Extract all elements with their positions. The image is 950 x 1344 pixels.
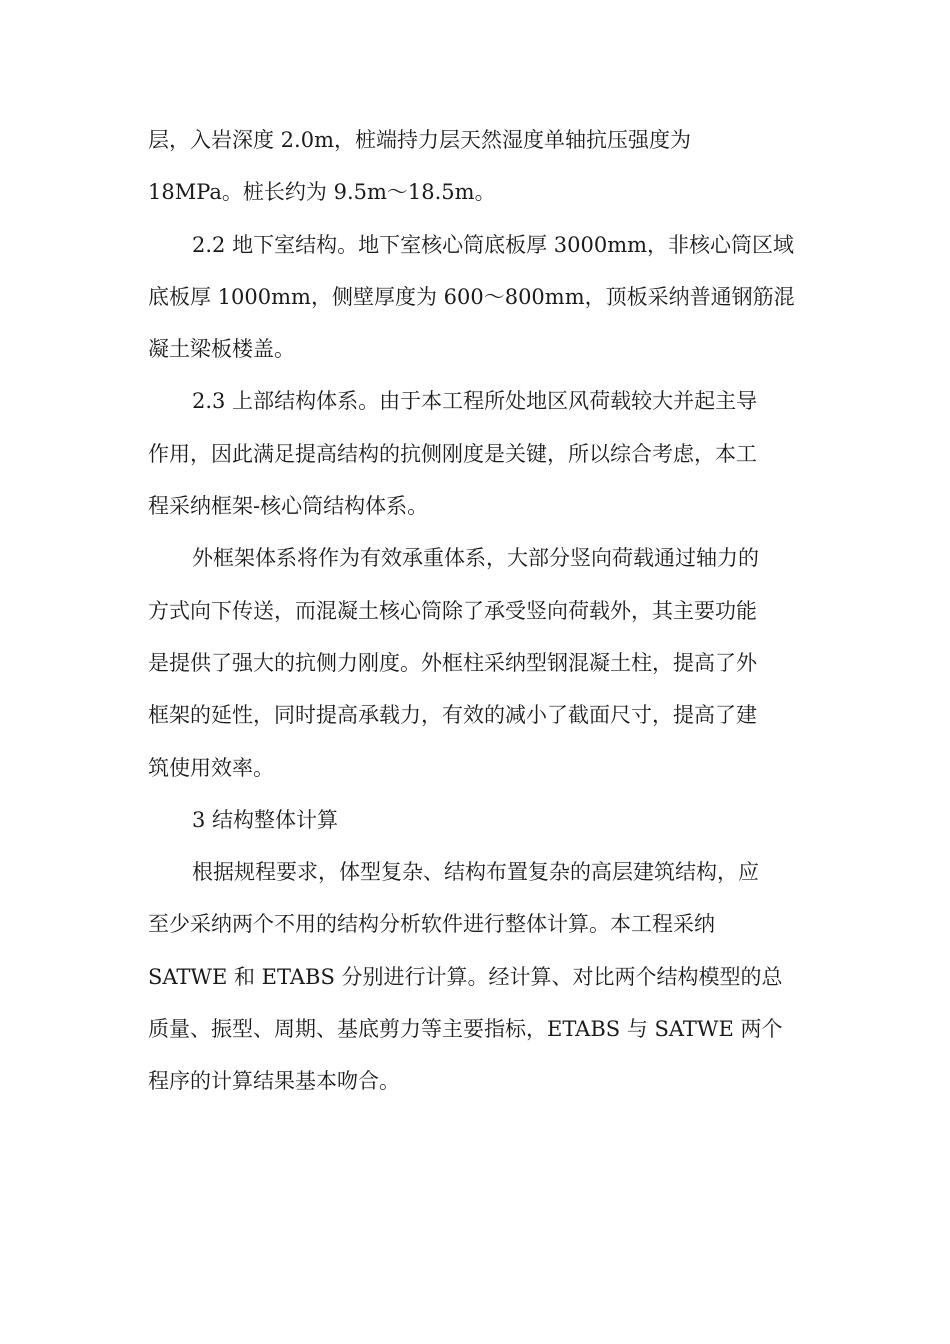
text-line: 外框架体系将作为有效承重体系，大部分竖向荷载通过轴力的 — [192, 546, 759, 571]
text-line: 筑使用效率。 — [148, 755, 274, 780]
document-body — [148, 114, 808, 1108]
text-line: SATWE 和 ETABS 分别进行计算。经计算、对比两个结构模型的总 — [148, 964, 783, 989]
text-line: 2.3 上部结构体系。由于本工程所处地区风荷载较大并起主导 — [192, 389, 758, 414]
text-line: 是提供了强大的抗侧力刚度。外框柱采纳型钢混凝土柱，提高了外 — [148, 650, 757, 675]
text-line: 质量、振型、周期、基底剪力等主要指标，ETABS 与 SATWE 两个 — [148, 1017, 783, 1042]
text-line: 层，入岩深度 2.0m，桩端持力层天然湿度单轴抗压强度为 — [148, 128, 691, 152]
text-line: 2.2 地下室结构。地下室核心筒底板厚 3000mm，非核心筒区域 — [192, 232, 795, 257]
text-line: 程采纳框架-核心筒结构体系。 — [148, 494, 429, 519]
text-line: 根据规程要求，体型复杂、结构布置复杂的高层建筑结构，应 — [192, 860, 759, 885]
section-heading: 3 结构整体计算 — [192, 807, 339, 832]
text-line: 作用，因此满足提高结构的抗侧刚度是关键，所以综合考虑，本工 — [148, 441, 757, 466]
text-line: 凝土梁板楼盖。 — [148, 337, 295, 362]
text-line: 底板厚 1000mm，侧壁厚度为 600～800mm，顶板采纳普通钢筋混 — [148, 284, 795, 309]
text-line: 框架的延性，同时提高承载力，有效的减小了截面尺寸，提高了建 — [148, 703, 757, 728]
text-line: 程序的计算结果基本吻合。 — [148, 1069, 400, 1094]
text-line: 至少采纳两个不用的结构分析软件进行整体计算。本工程采纳 — [148, 912, 715, 937]
text-line: 18MPa。桩长约为 9.5m～18.5m。 — [148, 180, 496, 205]
text-line: 方式向下传送，而混凝土核心筒除了承受竖向荷载外，其主要功能 — [148, 598, 757, 623]
